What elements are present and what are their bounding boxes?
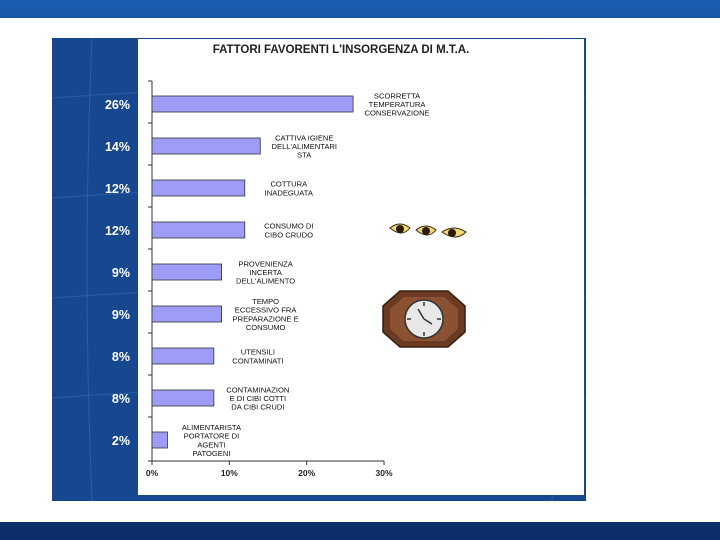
- top-band: [0, 0, 720, 18]
- x-tick-label: 10%: [220, 468, 238, 478]
- bar: [152, 306, 222, 322]
- bar: [152, 96, 353, 112]
- value-label: 14%: [104, 140, 130, 154]
- bar-category-label: SCORRETTA TEMPERATURA CONSERVAZIONE: [364, 91, 430, 118]
- clock-icon: [382, 290, 466, 348]
- bar: [152, 138, 260, 154]
- value-label: 26%: [104, 98, 130, 112]
- bar-category-label: CATTIVA IGIENE DELL'ALIMENTARI STA: [271, 133, 337, 160]
- bar-chart: [138, 39, 584, 495]
- bar: [152, 432, 167, 448]
- bar: [152, 390, 214, 406]
- value-label: 2%: [111, 434, 130, 448]
- value-label: 9%: [111, 308, 130, 322]
- x-tick-label: 0%: [145, 468, 159, 478]
- bar-category-label: CONTAMINAZION E DI CIBI COTTI DA CIBI CRUDI: [226, 385, 290, 412]
- bar: [152, 222, 245, 238]
- bar: [152, 264, 222, 280]
- chart-title: FATTORI FAVORENTI L'INSORGENZA DI M.T.A.: [212, 44, 470, 56]
- value-label: 12%: [104, 224, 130, 238]
- bar-category-label: CONSUMO DI CIBO CRUDO: [264, 221, 314, 240]
- bar-category-label: COTTURA INADEGUATA: [264, 179, 313, 198]
- value-label: 8%: [111, 392, 130, 406]
- bar-category-label: ALIMENTARISTA PORTATORE DI AGENTI PATOGENI: [181, 423, 242, 458]
- value-label: 9%: [111, 266, 130, 280]
- bottom-band: [0, 522, 720, 540]
- value-label: 12%: [104, 182, 130, 196]
- x-tick-label: 20%: [298, 468, 316, 478]
- bar: [152, 180, 245, 196]
- value-labels-overlay: [58, 39, 138, 495]
- bar-category-label: UTENSILI CONTAMINATI: [232, 347, 284, 366]
- bar-category-label: PROVENIENZA INCERTA DELL'ALIMENTO: [236, 259, 296, 286]
- bar-category-label: TEMPO ECCESSIVO FRA PREPARAZIONE E CONSUMO: [232, 297, 299, 332]
- eyes-icon: [388, 218, 470, 246]
- x-tick-label: 30%: [375, 468, 393, 478]
- chart-card: [138, 39, 584, 495]
- value-label: 8%: [111, 350, 130, 364]
- bar: [152, 348, 214, 364]
